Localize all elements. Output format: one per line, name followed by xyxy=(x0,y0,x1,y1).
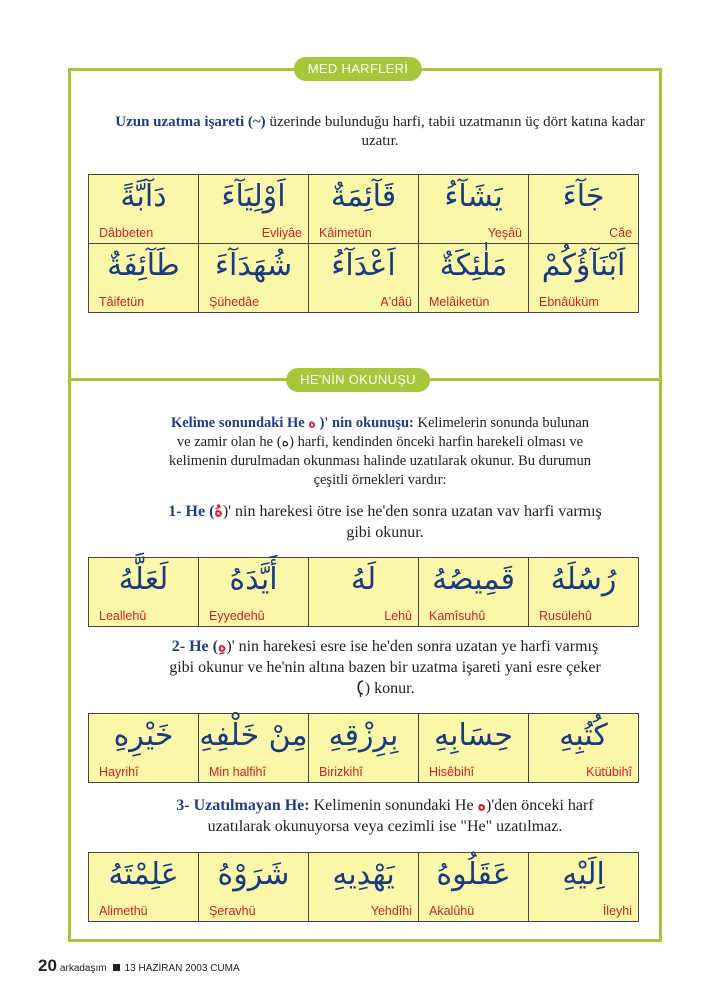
section-title-he: HE'NİN OKUNUŞU xyxy=(286,368,430,392)
med-intro-rest: üzerinde bulunduğu harfi, tabii uzatmanın üç dört katına kadar uzatır. xyxy=(269,114,645,149)
rule-2: 2- He (هِ)' nin harekesi esre ise he'den sonra uzatan ye harfi varmış gibi okunur ve he'nin altına bazen bir uzatma işareti yani esre çeker (ٖ) konur. xyxy=(169,638,601,697)
transliteration-label: Lehû xyxy=(384,609,412,623)
transliteration-label: Eyyedehû xyxy=(209,609,265,623)
arabic-word: دَآبَّةً xyxy=(120,179,167,214)
word-cell xyxy=(419,714,529,783)
arabic-word: اَعْدَآءُ xyxy=(331,248,396,283)
word-cell xyxy=(199,558,309,627)
transliteration-label: Alimethü xyxy=(99,904,148,918)
transliteration-label: Ebnâüküm xyxy=(539,295,599,309)
arabic-word: أَيَّدَهُ xyxy=(229,562,278,597)
transliteration-label: Birizkihî xyxy=(319,765,363,779)
arabic-word: بِرِزْقِهِ xyxy=(328,718,399,753)
med-sign: (~) xyxy=(247,114,266,130)
word-cell xyxy=(529,244,639,313)
med-intro xyxy=(100,113,660,151)
arabic-word: عَلِمْتَهُ xyxy=(108,857,179,892)
rule1-table xyxy=(88,557,639,627)
word-cell xyxy=(309,558,419,627)
square-bullet-icon xyxy=(113,964,120,971)
word-cell xyxy=(89,244,199,313)
arabic-word: لَعَلَّهُ xyxy=(118,562,169,597)
issue-date: 13 HAZİRAN 2003 CUMA xyxy=(124,963,240,974)
arabic-word: اَبْنَآؤُكُمْ xyxy=(541,248,626,283)
word-cell xyxy=(419,175,529,244)
transliteration-label: Yehdîhi xyxy=(370,904,412,918)
transliteration-label: Câe xyxy=(609,226,632,240)
transliteration-label: İleyhi xyxy=(602,904,632,918)
arabic-word: طَآئِفَةٌ xyxy=(107,248,180,283)
word-cell xyxy=(529,853,639,922)
word-cell xyxy=(529,714,639,783)
transliteration-label: Dâbbeten xyxy=(99,226,154,240)
arabic-word: قَآئِمَةٌ xyxy=(330,179,397,214)
arabic-word: مِنْ خَلْفِهِ xyxy=(199,718,308,753)
arabic-word: مَلٰئِكَةٌ xyxy=(439,248,508,283)
word-cell xyxy=(199,853,309,922)
page-number: 20 xyxy=(38,956,57,975)
rule-3: 3- Uzatılmayan He: Kelimenin sonundaki He ه)'den önceki harf uzatılarak okunuyorsa veya cezimli ise "He" uzatılmaz. xyxy=(176,797,594,835)
arabic-word: لَهُ xyxy=(350,562,377,597)
word-cell xyxy=(309,175,419,244)
transliteration-label: Şeravhü xyxy=(209,904,256,918)
arabic-word: شُهَدَآءَ xyxy=(214,248,293,283)
word-cell xyxy=(529,558,639,627)
transliteration-label: Yeşâü xyxy=(487,226,522,240)
word-cell xyxy=(309,244,419,313)
arabic-word: رُسُلَهُ xyxy=(550,562,617,597)
section-title-med: MED HARFLERİ xyxy=(294,57,422,81)
rule-1: 1- He (هُ)' nin harekesi ötre ise he'den sonra uzatan vav harfi varmış gibi okunur. xyxy=(168,503,602,541)
word-cell xyxy=(89,853,199,922)
arabic-word: شَرَوْهُ xyxy=(217,857,290,892)
word-cell xyxy=(309,853,419,922)
med-table xyxy=(88,174,639,313)
arabic-word: كُتُبِهِ xyxy=(559,718,608,753)
word-cell xyxy=(529,175,639,244)
transliteration-label: Evliyâe xyxy=(261,226,302,240)
word-cell xyxy=(199,244,309,313)
word-cell xyxy=(419,853,529,922)
transliteration-label: Kâimetün xyxy=(319,226,372,240)
word-cell xyxy=(309,714,419,783)
arabic-word: حِسَابِهِ xyxy=(434,718,513,753)
transliteration-label: Şühedâe xyxy=(209,295,260,309)
transliteration-label: Hisêbihî xyxy=(429,765,475,779)
transliteration-label: Melâiketün xyxy=(429,295,490,309)
arabic-word: خَيْرِهِ xyxy=(113,718,174,753)
transliteration-label: Kamîsuhû xyxy=(429,609,486,623)
rule2-table xyxy=(88,713,639,783)
med-intro-bold: Uzun uzatma işareti xyxy=(115,114,245,130)
arabic-word: اَوْلِيَآءَ xyxy=(221,179,286,214)
word-cell xyxy=(419,244,529,313)
magazine-name: arkadaşım xyxy=(59,963,107,974)
arabic-word: يَشَآءُ xyxy=(444,179,503,214)
transliteration-label: Hayrihî xyxy=(99,765,139,779)
arabic-word: عَقَلُوهُ xyxy=(436,857,511,892)
arabic-word: يَهْدِيهِ xyxy=(332,857,395,892)
word-cell xyxy=(89,714,199,783)
transliteration-label: Min halfihî xyxy=(209,765,266,779)
arabic-word: اِلَيْهِ xyxy=(562,857,605,892)
page-footer xyxy=(38,956,240,976)
word-cell xyxy=(199,714,309,783)
word-cell xyxy=(89,175,199,244)
transliteration-label: Kütübihî xyxy=(586,765,632,779)
word-cell xyxy=(89,558,199,627)
word-cell xyxy=(419,558,529,627)
word-cell xyxy=(199,175,309,244)
rule3-table xyxy=(88,852,639,922)
transliteration-label: Tâifetün xyxy=(99,295,145,309)
transliteration-label: A'dâü xyxy=(380,295,412,309)
transliteration-label: Akalûhü xyxy=(429,904,475,918)
he-intro: Kelime sonundaki He ه )' nin okunuşu: Kelimelerin sonunda bulunan ve zamir olan he (ه) harfi, kendinden önceki harfin harekeli olması ve kelimenin durulmadan okunması halinde uzatılarak okunur. Bu durumun çeşitli örnekleri vardır: xyxy=(168,415,592,488)
transliteration-label: Rusülehû xyxy=(539,609,592,623)
arabic-word: قَمِيصُهُ xyxy=(432,562,515,597)
transliteration-label: Leallehû xyxy=(99,609,147,623)
arabic-word: جَآءَ xyxy=(562,179,605,214)
